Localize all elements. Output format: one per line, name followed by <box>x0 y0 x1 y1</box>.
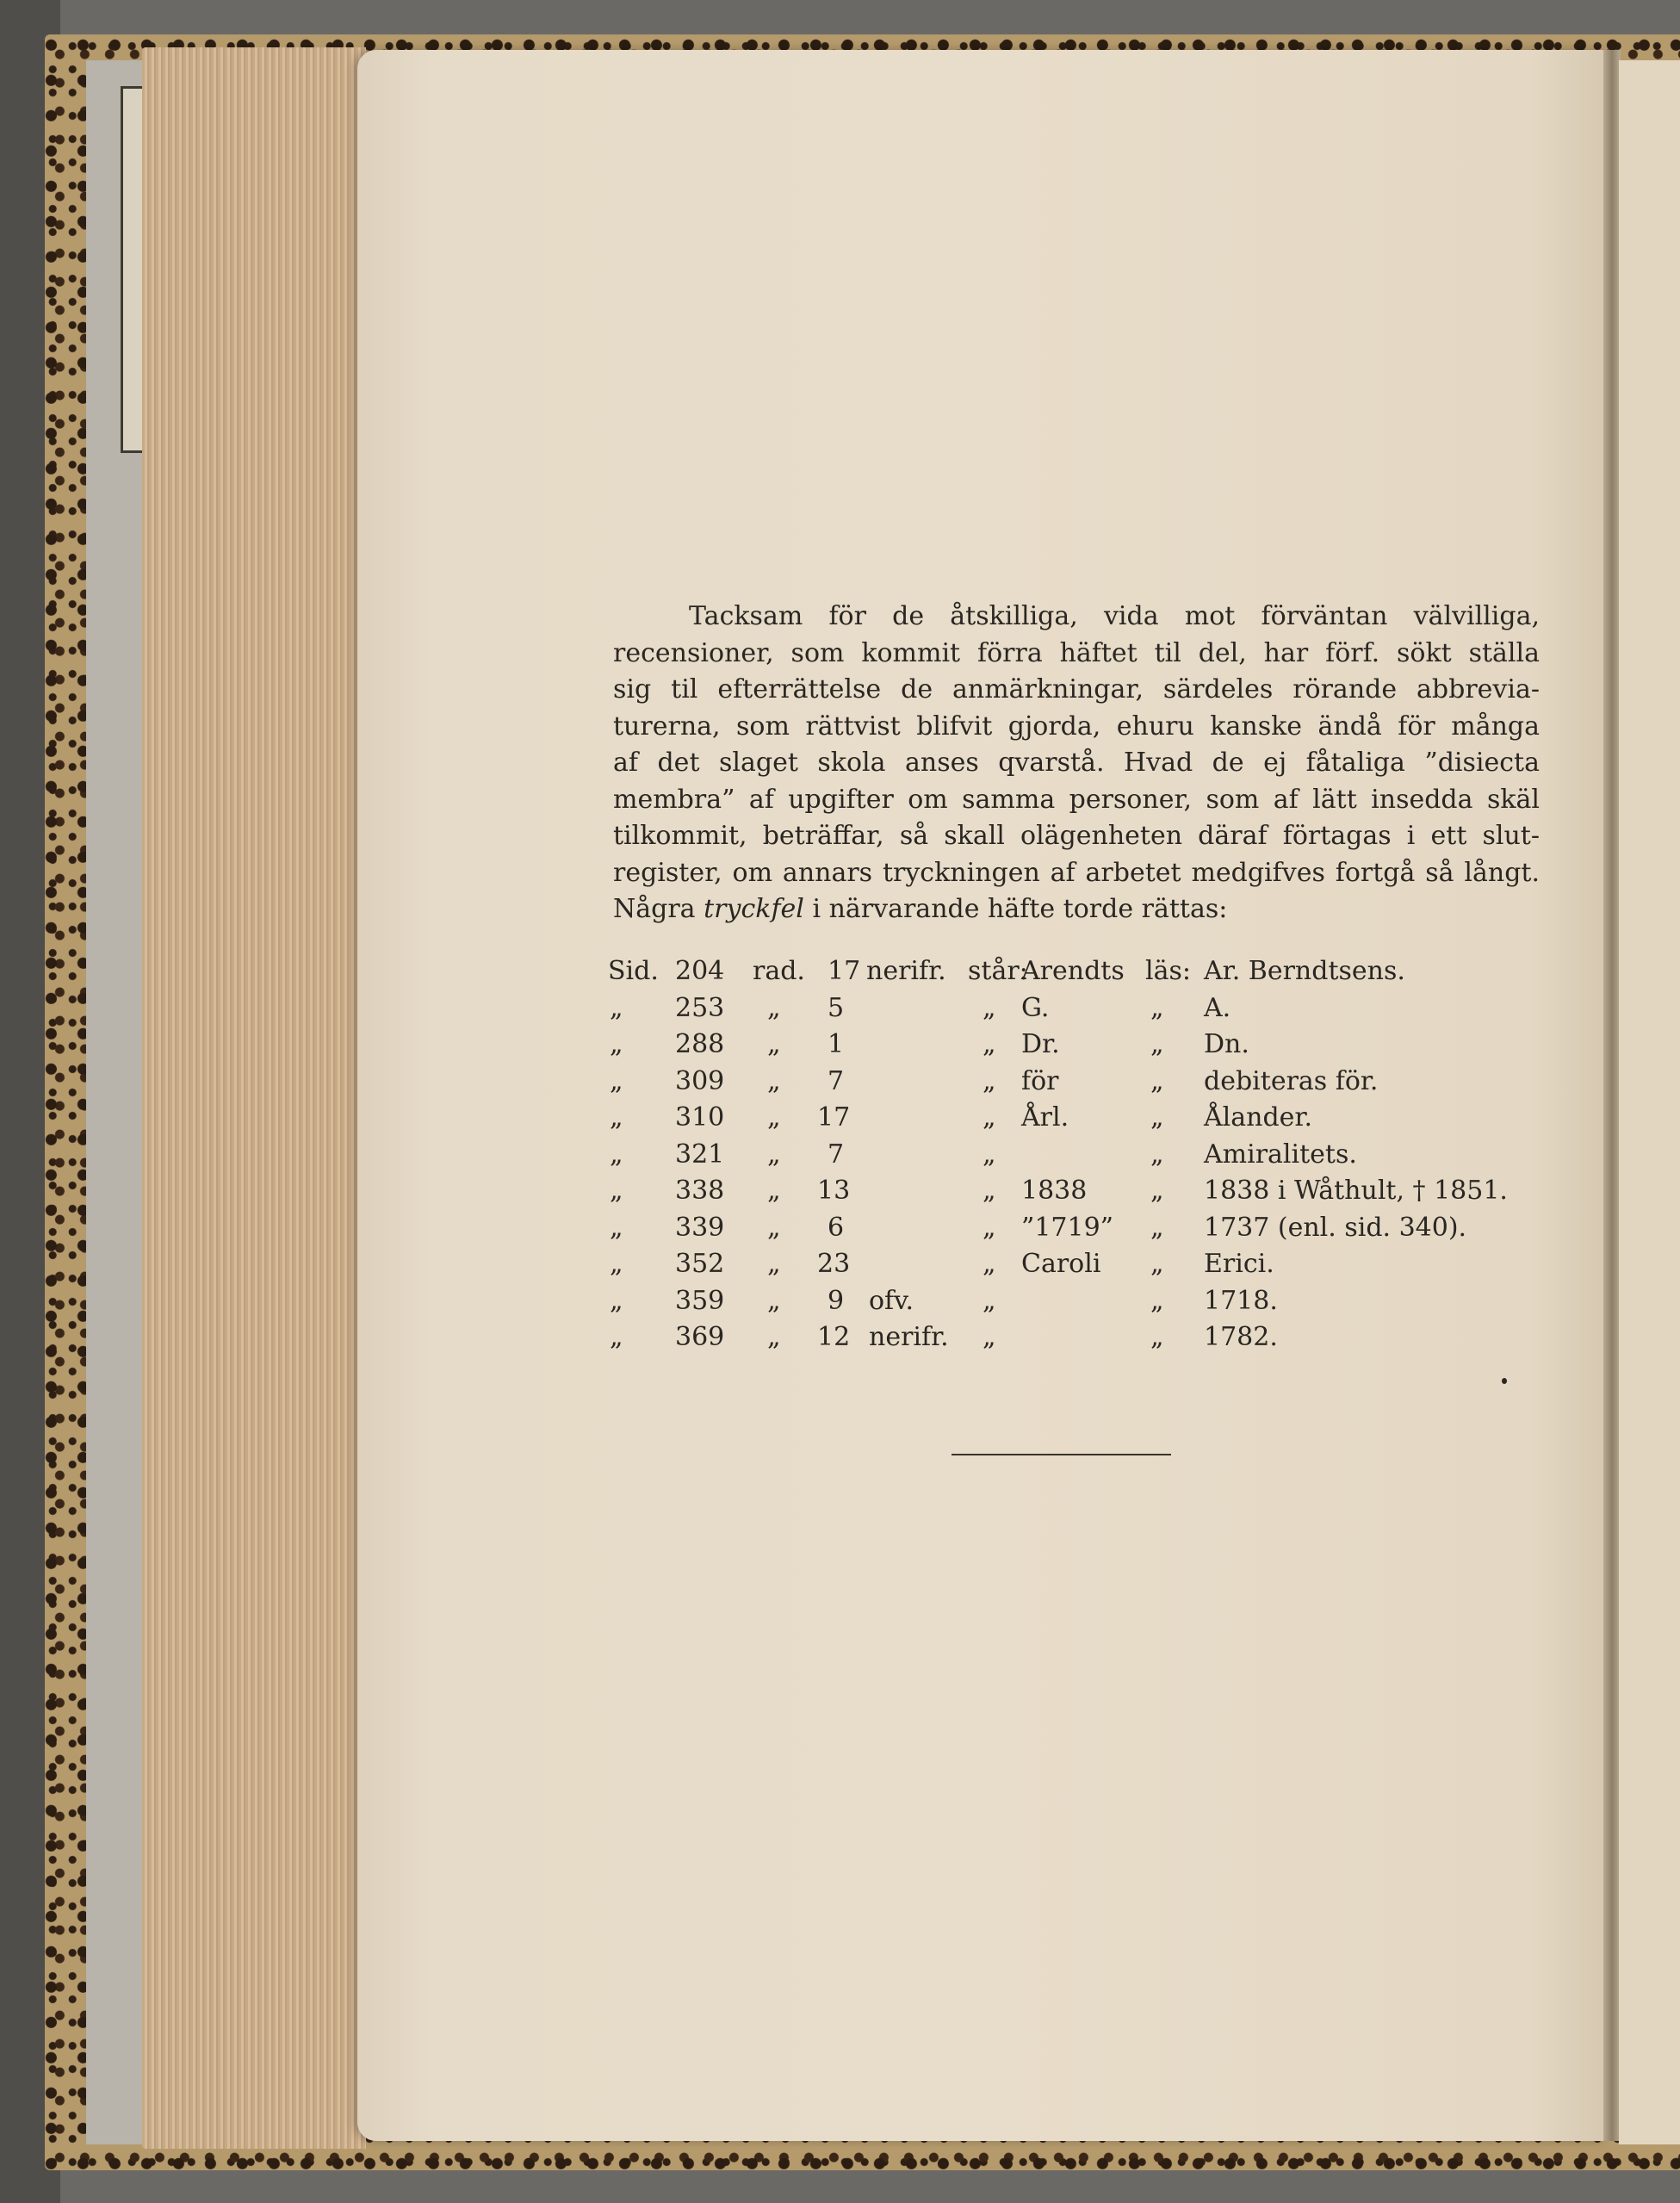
ditto-mark: „ <box>610 1176 623 1206</box>
line-number: 1 <box>828 1029 845 1059</box>
paragraph-line: sig til efterrättelse de anmärkningar, särdeles rörande abbrevia- <box>613 674 1540 704</box>
page-number: 204 <box>675 956 725 986</box>
ditto-mark: „ <box>983 1139 996 1170</box>
ditto-mark: „ <box>983 1176 996 1206</box>
ditto-mark: „ <box>767 1065 781 1096</box>
ditto-mark: „ <box>983 1322 996 1352</box>
paragraph-line: register, om annars tryckningen af arbetet medgifves fortgå så långt. <box>613 857 1540 888</box>
ditto-mark: „ <box>610 992 623 1023</box>
ditto-mark: „ <box>983 1285 996 1316</box>
correct-text: Amiralitets. <box>1204 1139 1357 1170</box>
ditto-mark: „ <box>610 1139 623 1170</box>
wrong-text: 1838 <box>1021 1176 1088 1206</box>
las-label: läs: <box>1145 956 1191 986</box>
closing-rule <box>952 1454 1171 1455</box>
paragraph-line: recensioner, som kommit förra häftet til del, har förf. sökt ställa <box>613 637 1540 668</box>
wrong-text: Caroli <box>1021 1249 1101 1279</box>
paragraph-line: membra” af upgifter om samma personer, som af lätt insedda skäl <box>613 784 1540 815</box>
gutter <box>1603 50 1621 2141</box>
wrong-text: Arendts <box>1021 956 1125 986</box>
wrong-text: för <box>1021 1065 1059 1096</box>
line-number: 12 <box>817 1322 851 1352</box>
paragraph-line <box>613 891 1540 928</box>
ditto-mark: „ <box>610 1102 623 1133</box>
ditto-mark: „ <box>767 1102 781 1133</box>
position: nerifr. <box>869 1322 949 1352</box>
wrong-text: Dr. <box>1021 1029 1060 1059</box>
line-number: 6 <box>828 1212 845 1243</box>
ditto-mark: „ <box>983 1212 996 1243</box>
sid-label: Sid. <box>608 956 659 986</box>
ditto-mark: „ <box>1150 1176 1164 1206</box>
paragraph-line: af det slaget skola anses qvarstå. Hvad de ej fåtaliga ”disiecta <box>613 748 1540 778</box>
ditto-mark: „ <box>983 1249 996 1279</box>
ditto-mark: „ <box>610 1322 623 1352</box>
correct-text: 1782. <box>1204 1322 1278 1352</box>
ditto-mark: „ <box>610 1249 623 1279</box>
ditto-mark: „ <box>610 1029 623 1059</box>
ditto-mark: „ <box>1150 1285 1164 1316</box>
line-number: 7 <box>828 1065 845 1096</box>
correct-text: Dn. <box>1204 1029 1249 1059</box>
ditto-mark: „ <box>767 1139 781 1170</box>
bleed-through-ghost-text: ​ <box>1582 499 1586 586</box>
ditto-mark: „ <box>983 1065 996 1096</box>
ditto-mark: „ <box>767 1176 781 1206</box>
ditto-mark: „ <box>1150 1029 1164 1059</box>
correct-text: Erici. <box>1204 1249 1274 1279</box>
page-number: 338 <box>675 1176 725 1206</box>
page-number: 339 <box>675 1212 725 1243</box>
paragraph-line: tilkommit, beträffar, så skall olägenheten däraf förtagas i ett slut- <box>613 821 1540 851</box>
paragraph <box>613 599 1540 928</box>
line-number: 13 <box>817 1176 851 1206</box>
page-block-edges <box>142 47 366 2149</box>
paragraph-line: Tacksam för de åtskilliga, vida mot förväntan välvilliga, <box>689 601 1540 631</box>
ditto-mark: „ <box>767 1212 781 1243</box>
ditto-mark: „ <box>983 1029 996 1059</box>
line-number: 17 <box>828 956 861 986</box>
line-number: 7 <box>828 1139 845 1170</box>
page-number: 359 <box>675 1285 725 1316</box>
correct-text: debiteras för. <box>1204 1065 1379 1096</box>
correct-text: Ar. Berndtsens. <box>1204 956 1405 986</box>
star-label: står: <box>968 956 1028 986</box>
ditto-mark: „ <box>983 1102 996 1133</box>
page-number: 253 <box>675 992 725 1023</box>
correct-text: 1718. <box>1204 1285 1278 1316</box>
line-number: 23 <box>817 1249 851 1279</box>
ditto-mark: „ <box>767 992 781 1023</box>
ditto-mark: „ <box>767 1029 781 1059</box>
ditto-mark: „ <box>983 992 996 1023</box>
line-number: 5 <box>828 992 845 1023</box>
ditto-mark: „ <box>767 1249 781 1279</box>
page-number: 310 <box>675 1102 725 1133</box>
page-number: 352 <box>675 1249 725 1279</box>
ditto-mark: „ <box>1150 1102 1164 1133</box>
correct-text: A. <box>1204 992 1231 1023</box>
correct-text: 1838 i Wåthult, † 1851. <box>1204 1176 1508 1206</box>
ditto-mark: „ <box>1150 1065 1164 1096</box>
correct-text: Ålander. <box>1204 1102 1313 1133</box>
ditto-mark: „ <box>610 1065 623 1096</box>
line-end: i närvarande häfte torde rättas: <box>812 894 1228 924</box>
ditto-mark: „ <box>610 1212 623 1243</box>
ditto-mark: „ <box>610 1285 623 1316</box>
line-number: 9 <box>828 1285 845 1316</box>
correct-text: 1737 (enl. sid. 340). <box>1204 1212 1467 1243</box>
facing-page-edge <box>1619 60 1680 2144</box>
line-number: 17 <box>817 1102 851 1133</box>
page-number: 309 <box>675 1065 725 1096</box>
ditto-mark: „ <box>767 1322 781 1352</box>
ink-speck <box>1502 1378 1507 1384</box>
wrong-text: ”1719” <box>1021 1212 1114 1243</box>
rad-label: rad. <box>753 956 805 986</box>
emphasis-word: tryckfel <box>704 894 804 924</box>
line-start: Några <box>613 894 696 924</box>
page-number: 288 <box>675 1029 725 1059</box>
page-number: 321 <box>675 1139 725 1170</box>
ditto-mark: „ <box>1150 1139 1164 1170</box>
book-page <box>357 50 1606 2141</box>
ditto-mark: „ <box>767 1285 781 1316</box>
wrong-text: Årl. <box>1021 1102 1069 1133</box>
position: nerifr. <box>866 956 946 986</box>
position: ofv. <box>869 1285 914 1316</box>
paragraph-line: turerna, som rättvist blifvit gjorda, ehuru kanske ändå för många <box>613 711 1540 742</box>
ditto-mark: „ <box>1150 992 1164 1023</box>
ditto-mark: „ <box>1150 1249 1164 1279</box>
wrong-text: G. <box>1021 992 1050 1023</box>
ditto-mark: „ <box>1150 1212 1164 1243</box>
ditto-mark: „ <box>1150 1322 1164 1352</box>
page-number: 369 <box>675 1322 725 1352</box>
